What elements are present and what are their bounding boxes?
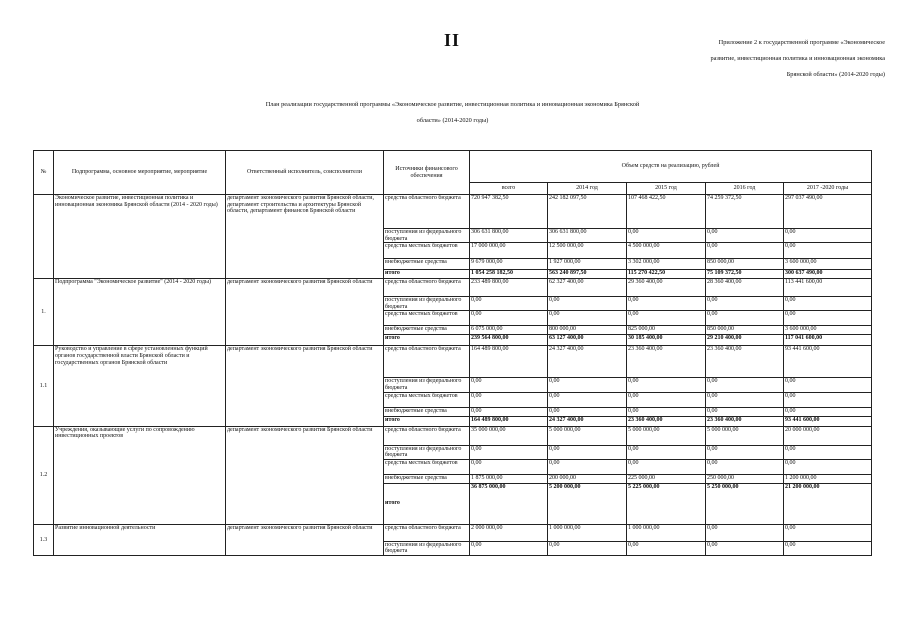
funding-source: средства областного бюджета — [384, 524, 470, 541]
total-amount: 1 054 258 182,50 — [470, 270, 548, 279]
header-year: 2014 год — [548, 183, 627, 195]
amount-cell: 62 327 400,00 — [548, 279, 627, 297]
amount-cell: 2 000 000,00 — [470, 524, 548, 541]
total-amount: 21 200 000,00 — [784, 483, 872, 524]
amount-cell: 0,00 — [548, 407, 627, 416]
program-name: Подпрограмма "Экономическое развитие" (2014 - 2020 годы) — [54, 279, 226, 346]
funding-source: средства местных бюджетов — [384, 311, 470, 326]
funding-source: внебюджетные средства — [384, 407, 470, 416]
table-body — [34, 195, 872, 556]
amount-cell: 6 075 000,00 — [470, 326, 548, 335]
amount-cell: 850 000,00 — [706, 326, 784, 335]
plan-title-line-2: области» (2014-2020 годы) — [416, 117, 489, 124]
total-amount: 75 109 372,50 — [706, 270, 784, 279]
total-amount: 239 564 800,00 — [470, 335, 548, 346]
amount-cell: 5 000 000,00 — [548, 426, 627, 445]
funding-source: средства областного бюджета — [384, 426, 470, 445]
amount-cell: 93 441 600,00 — [784, 346, 872, 378]
amount-cell: 0,00 — [706, 541, 784, 555]
amount-cell: 0,00 — [784, 392, 872, 407]
table-row — [34, 279, 872, 297]
amount-cell: 3 600 000,00 — [784, 259, 872, 270]
total-label: итого — [384, 270, 470, 279]
amount-cell: 306 631 800,00 — [548, 229, 627, 243]
amount-cell: 3 600 000,00 — [784, 326, 872, 335]
total-label: итого — [384, 483, 470, 524]
amount-cell: 225 000,00 — [627, 474, 706, 483]
funding-source: средства областного бюджета — [384, 346, 470, 378]
amount-cell: 28 360 400,00 — [706, 279, 784, 297]
amount-cell: 0,00 — [706, 297, 784, 311]
row-number: 1.2 — [34, 426, 54, 524]
appendix-line: Брянской области» (2014-2020 годы) — [786, 71, 885, 78]
amount-cell: 0,00 — [548, 297, 627, 311]
executor: департамент экономического развития Брянской области — [226, 524, 384, 555]
table-row — [34, 524, 872, 541]
amount-cell: 0,00 — [627, 297, 706, 311]
amount-cell: 0,00 — [784, 541, 872, 555]
amount-cell: 0,00 — [706, 445, 784, 459]
plan-title: План реализации государственной программы «Экономическое развитие, инвестиционная политика и инновационная экономика Брянской — [265, 101, 640, 108]
header-year: 2017 -2020 годы — [784, 183, 872, 195]
executor: департамент экономического развития Брянской области — [226, 426, 384, 524]
amount-cell: 0,00 — [470, 392, 548, 407]
amount-cell: 250 000,00 — [706, 474, 784, 483]
table-row — [34, 426, 872, 445]
amount-cell: 0,00 — [548, 445, 627, 459]
header-year: 2015 год — [627, 183, 706, 195]
amount-cell: 0,00 — [706, 229, 784, 243]
funding-source: внебюджетные средства — [384, 326, 470, 335]
amount-cell: 0,00 — [470, 378, 548, 392]
amount-cell: 242 182 097,50 — [548, 195, 627, 229]
amount-cell: 74 259 372,50 — [706, 195, 784, 229]
amount-cell: 0,00 — [548, 459, 627, 474]
amount-cell: 0,00 — [548, 541, 627, 555]
amount-cell: 1 000 000,00 — [548, 524, 627, 541]
total-amount: 115 270 422,50 — [627, 270, 706, 279]
total-amount: 563 240 897,50 — [548, 270, 627, 279]
funding-source: поступления из федерального бюджета — [384, 445, 470, 459]
amount-cell: 0,00 — [470, 407, 548, 416]
amount-cell: 0,00 — [470, 459, 548, 474]
amount-cell: 5 000 000,00 — [627, 426, 706, 445]
amount-cell: 0,00 — [470, 541, 548, 555]
header-year: всего — [470, 183, 548, 195]
row-number: 1.3 — [34, 524, 54, 555]
total-amount: 63 127 400,00 — [548, 335, 627, 346]
amount-cell: 0,00 — [470, 311, 548, 326]
amount-cell: 0,00 — [706, 524, 784, 541]
executor: департамент экономического развития Брянской области, департамент строительства и архитектуры Брянской области, департамент финансов Брянской области — [226, 195, 384, 279]
amount-cell: 233 489 800,00 — [470, 279, 548, 297]
total-amount: 24 327 400,00 — [548, 416, 627, 426]
row-number: 1. — [34, 279, 54, 346]
total-label: итого — [384, 335, 470, 346]
amount-cell: 306 631 800,00 — [470, 229, 548, 243]
amount-cell: 800 000,00 — [548, 326, 627, 335]
total-amount: 5 225 000,00 — [627, 483, 706, 524]
funding-source: средства местных бюджетов — [384, 243, 470, 259]
funding-source: поступления из федерального бюджета — [384, 378, 470, 392]
amount-cell: 1 927 000,00 — [548, 259, 627, 270]
amount-cell: 0,00 — [784, 407, 872, 416]
total-amount: 29 210 400,00 — [706, 335, 784, 346]
funding-source: средства областного бюджета — [384, 195, 470, 229]
amount-cell: 0,00 — [627, 541, 706, 555]
amount-cell: 3 302 000,00 — [627, 259, 706, 270]
amount-cell: 17 000 000,00 — [470, 243, 548, 259]
amount-cell: 5 000 000,00 — [706, 426, 784, 445]
amount-cell: 0,00 — [706, 378, 784, 392]
amount-cell: 4 500 000,00 — [627, 243, 706, 259]
amount-cell: 825 000,00 — [627, 326, 706, 335]
amount-cell: 0,00 — [784, 524, 872, 541]
amount-cell: 1 000 000,00 — [627, 524, 706, 541]
amount-cell: 0,00 — [627, 459, 706, 474]
amount-cell: 850 000,00 — [706, 259, 784, 270]
funding-source: поступления из федерального бюджета — [384, 229, 470, 243]
program-name: Учреждения, оказывающие услуги по сопровождению инвестиционных проектов — [54, 426, 226, 524]
amount-cell: 0,00 — [784, 229, 872, 243]
total-amount: 164 489 800,00 — [470, 416, 548, 426]
amount-cell: 0,00 — [784, 445, 872, 459]
amount-cell: 23 360 400,00 — [706, 346, 784, 378]
total-amount: 36 875 000,00 — [470, 483, 548, 524]
amount-cell: 0,00 — [627, 445, 706, 459]
funding-source: поступления из федерального бюджета — [384, 297, 470, 311]
amount-cell: 0,00 — [470, 297, 548, 311]
table-row — [34, 346, 872, 378]
row-number — [34, 195, 54, 279]
appendix-caption — [645, 40, 885, 88]
total-label: итого — [384, 416, 470, 426]
program-name: Руководство и управление в сфере установленных функций органов государственной власти Брянской области и государственных органов Брянской области — [54, 346, 226, 426]
amount-cell: 0,00 — [627, 378, 706, 392]
amount-cell: 9 679 000,00 — [470, 259, 548, 270]
total-amount: 23 360 400,00 — [706, 416, 784, 426]
program-name: Экономическое развитие, инвестиционная политика и инновационная экономика Брянской области (2014 - 2020 годы) — [54, 195, 226, 279]
amount-cell: 0,00 — [706, 459, 784, 474]
amount-cell: 0,00 — [627, 229, 706, 243]
program-name: Развитие инновационной деятельности — [54, 524, 226, 555]
amount-cell: 20 000 000,00 — [784, 426, 872, 445]
amount-cell: 164 489 800,00 — [470, 346, 548, 378]
amount-cell: 0,00 — [627, 407, 706, 416]
appendix-line: развитие, инвестиционная политика и инновационная экономика — [710, 55, 885, 62]
header-year: 2016 год — [706, 183, 784, 195]
header-no: № — [34, 151, 54, 195]
header-executor: Ответственный исполнитель, соисполнители — [226, 151, 384, 195]
amount-cell: 35 000 000,00 — [470, 426, 548, 445]
executor: департамент экономического развития Брянской области — [226, 279, 384, 346]
page-number: II — [444, 30, 461, 50]
amount-cell: 1 875 000,00 — [470, 474, 548, 483]
amount-cell: 0,00 — [627, 392, 706, 407]
total-amount: 117 041 600,00 — [784, 335, 872, 346]
total-amount: 93 441 600,00 — [784, 416, 872, 426]
amount-cell: 0,00 — [784, 311, 872, 326]
total-amount: 5 200 000,00 — [548, 483, 627, 524]
total-amount: 23 360 400,00 — [627, 416, 706, 426]
header-program: Подпрограмма, основное мероприятие, мероприятие — [54, 151, 226, 195]
amount-cell: 0,00 — [706, 407, 784, 416]
amount-cell: 113 441 600,00 — [784, 279, 872, 297]
amount-cell: 0,00 — [548, 392, 627, 407]
amount-cell: 0,00 — [470, 445, 548, 459]
executor: департамент экономического развития Брянской области — [226, 346, 384, 426]
total-amount: 5 250 000,00 — [706, 483, 784, 524]
financing-plan-table — [33, 150, 872, 556]
amount-cell: 0,00 — [548, 378, 627, 392]
amount-cell: 29 360 400,00 — [627, 279, 706, 297]
amount-cell: 720 947 382,50 — [470, 195, 548, 229]
funding-source: внебюджетные средства — [384, 474, 470, 483]
table-row — [34, 195, 872, 229]
appendix-line: Приложение 2 к государственной программе «Экономическое — [718, 39, 885, 46]
amount-cell: 0,00 — [706, 392, 784, 407]
amount-cell: 0,00 — [784, 243, 872, 259]
row-number: 1.1 — [34, 346, 54, 426]
amount-cell: 12 500 000,00 — [548, 243, 627, 259]
funding-source: внебюджетные средства — [384, 259, 470, 270]
amount-cell: 23 360 400,00 — [627, 346, 706, 378]
amount-cell: 107 468 422,50 — [627, 195, 706, 229]
amount-cell: 297 037 490,00 — [784, 195, 872, 229]
amount-cell: 200 000,00 — [548, 474, 627, 483]
amount-cell: 0,00 — [627, 311, 706, 326]
amount-cell: 0,00 — [706, 243, 784, 259]
funding-source: поступления из федерального бюджета — [384, 541, 470, 555]
header-sources: Источники финансового обеспечения — [384, 151, 470, 195]
amount-cell: 24 327 400,00 — [548, 346, 627, 378]
funding-source: средства областного бюджета — [384, 279, 470, 297]
amount-cell: 0,00 — [548, 311, 627, 326]
funding-source: средства местных бюджетов — [384, 392, 470, 407]
amount-cell: 0,00 — [784, 459, 872, 474]
amount-cell: 1 200 000,00 — [784, 474, 872, 483]
amount-cell: 0,00 — [706, 311, 784, 326]
amount-cell: 0,00 — [784, 378, 872, 392]
total-amount: 300 637 490,00 — [784, 270, 872, 279]
header-volume: Объем средств на реализацию, рублей — [470, 151, 872, 183]
funding-source: средства местных бюджетов — [384, 459, 470, 474]
amount-cell: 0,00 — [784, 297, 872, 311]
total-amount: 30 185 400,00 — [627, 335, 706, 346]
